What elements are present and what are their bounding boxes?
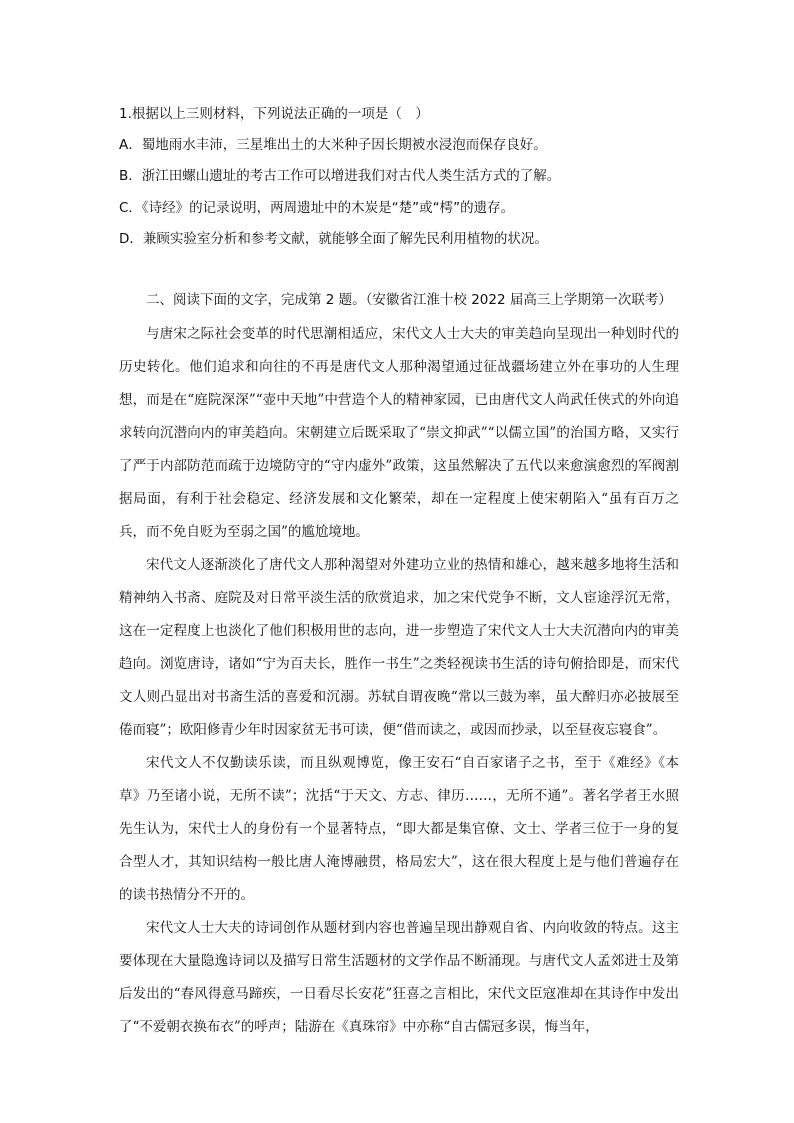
reading-passage bbox=[119, 318, 679, 1044]
passage-paragraph-4: 宋代文人士大夫的诗词创作从题材到内容也普遍呈现出静观自省、内向收敛的特点。这主要体现在大量隐逸诗词以及描写日常生活题材的文学作品不断涌现。与唐代文人孟郊进士及第后发出的“春风得意马蹄疾，一日看尽长安花”狂喜之言相比，宋代文臣寇准却在其诗作中发出了“不爱朝衣换布衣”的呼声；陆游在《真珠帘》中亦称“自古儒冠多误，悔当年， bbox=[119, 920, 679, 1035]
option-c: C．《诗经》的记录说明，两周遗址中的木炭是“楚”或“樗”的遗存。 bbox=[119, 200, 515, 216]
passage-paragraph-3: 宋代文人不仅勤读乐读，而且纵观博览，像王安石“自百家诸子之书，至于《难经》《本草》乃至诸小说，无所不读”；沈括“于天文、方志、律历……，无所不通”。著名学者王水照先生认为，宋代士人的身份有一个显著特点，“即大都是集官僚、文士、学者三位于一身的复合型人才，其知识结构一般比唐人淹博融贯，格局宏大”，这在很大程度上是与他们普遍存在的读书热情分不开的。 bbox=[119, 755, 679, 903]
option-d: D．兼顾实验室分析和参考文献，就能够全面了解先民利用植物的状况。 bbox=[119, 231, 548, 247]
passage-paragraph-1: 与唐宋之际社会变革的时代思潮相适应，宋代文人士大夫的审美趋向呈现出一种划时代的历史转化。他们追求和向往的不再是唐代文人那种渴望通过征战疆场建立外在事功的人生理想，而是在“庭院深深”“壶中天地”中营造个人的精神家园，已由唐代文人尚武任侠式的外向追求转向沉潜向内的审美趋向。宋朝建立后既采取了“崇文抑武”“以儒立国”的治国方略，又实行了严于内部防范而疏于边境防守的“守内虚外”政策，这虽然解决了五代以来愈演愈烈的军阀割据局面，有利于社会稳定、经济发展和文化繁荣，却在一定程度上使宋朝陷入“虽有百万之兵，而不免自贬为至弱之国”的尴尬境地。 bbox=[119, 326, 679, 540]
section-heading: 二、阅读下面的文字，完成第 2 题。（安徽省江淮十校 2022 届高三上学期第一次联考） bbox=[146, 292, 672, 308]
option-a: A．蜀地雨水丰沛，三星堆出土的大米种子因长期被水浸泡而保存良好。 bbox=[119, 137, 547, 153]
question-stem: 1.根据以上三则材料，下列说法正确的一项是（ ） bbox=[119, 106, 429, 122]
option-b: B．浙江田螺山遗址的考古工作可以增进我们对古代人类生活方式的了解。 bbox=[119, 168, 561, 184]
passage-paragraph-2: 宋代文人逐渐淡化了唐代文人那种渴望对外建功立业的热情和雄心，越来越多地将生活和精神纳入书斋、庭院及对日常平淡生活的欣赏追求，加之宋代党争不断，文人宦途浮沉无常，这在一定程度上也淡化了他们积极用世的志向，进一步塑造了宋代文人士大夫沉潜向内的审美趋向。浏览唐诗，诸如“宁为百夫长，胜作一书生”之类轻视读书生活的诗句俯拾即是，而宋代文人则凸显出对书斋生活的喜爱和沉溺。苏轼自谓夜晚“常以三鼓为率，虽大醉归亦必披展至倦而寝”；欧阳修青少年时因家贫无书可读，便“借而读之，或因而抄录，以至昼夜忘寝食”。 bbox=[119, 557, 679, 738]
